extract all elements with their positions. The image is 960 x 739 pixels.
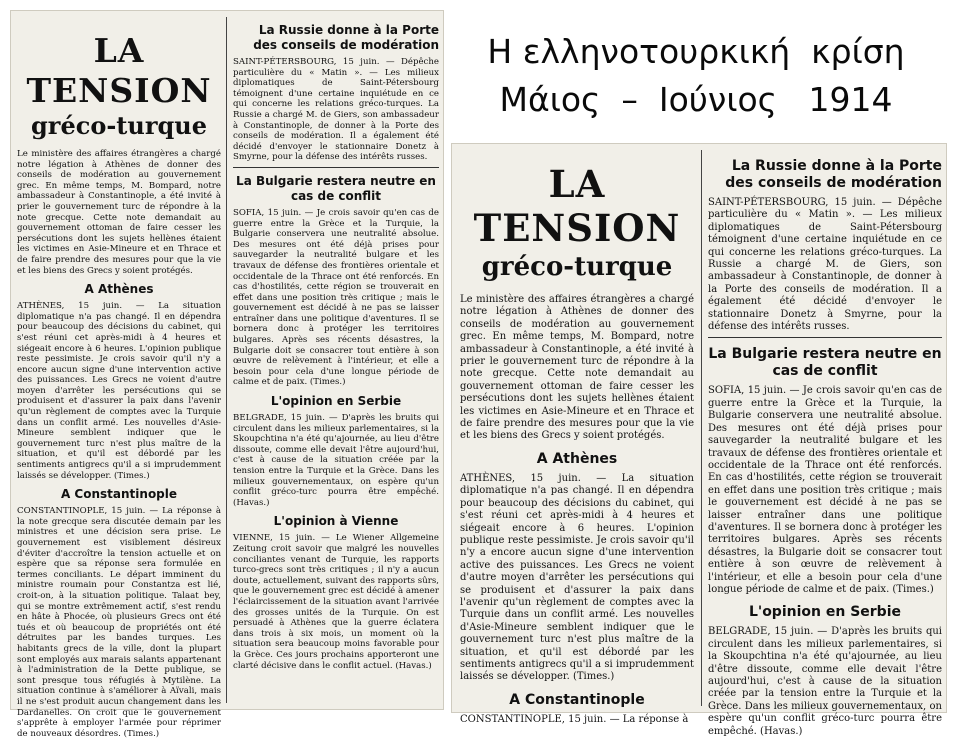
slide-title: [446, 28, 946, 124]
serbie-paragraph: BELGRADE, 15 juin. — D'après les bruits qui circulent dans les milieux parlementaires, si la Skoupchtina n'a été qu'ajournée, au lieu d'être dissoute, comme elle devait l'être aujourd'hui, c'est à cause de la situation créée par la tension entre la Turquie et la Grèce. Dans les milieux gouvernementaux, on espère qu'un conflit gréco-turc pourra être empêché. (Havas.): [233, 413, 439, 508]
intro-paragraph: Le ministère des affaires étrangères a chargé notre légation à Athènes de donner des conseils de modération au gouvernement grec. En même temps, M. Bompard, notre ambassadeur à Constantinople, a été invité à prier le gouvernement turc de répondre à la note grecque. Cette note demandait au gouvernement ottoman de faire cesser les persécutions dont les sujets hellènes étaient les victimes en Asie-Mineure et en Thrace et de faire prendre des mesures pour que la vie et les biens des Grecs y soient protégés.: [17, 149, 221, 276]
section-heading-serbie: L'opinion en Serbie: [270, 394, 402, 409]
slide-title-line-1: Η ελληνοτουρκική κρίση: [487, 32, 905, 71]
newspaper-clipping-full: [10, 10, 444, 739]
section-heading-athenes: A Athènes: [536, 450, 618, 467]
intro-paragraph: Le ministère des affaires étrangères a chargé notre légation à Athènes de donner des conseils de modération au gouvernement grec. En même temps, M. Bompard, notre ambassadeur à Constantinople, a été invité à prier le gouvernement turc de répondre à la note grecque. Cette note demandait au gouvernement ottoman de faire cesser les persécutions dont les sujets hellènes étaient les victimes en Asie-Mineure et en Thrace et de faire prendre des mesures pour que la vie et les biens des Grecs y soient protégés.: [460, 294, 694, 442]
section-heading-bulgarie: La Bulgarie restera neutre en cas de conflit: [708, 346, 942, 380]
section-heading-russie: La Russie donne à la Porte des conseils de modération: [725, 158, 942, 191]
section-heading-vienne: L'opinion à Vienne: [273, 514, 399, 529]
serbie-paragraph: BELGRADE, 15 juin. — D'après les bruits qui circulent dans les milieux parlementaires, si la Skoupchtina n'a été qu'ajournée, au lieu d'être dissoute, comme elle devait l'être aujourd'hui, c'est à cause de la situation créée par la tension entre la Turquie et la Grèce. Dans les milieux gouvernementaux, on espère qu'un conflit gréco-turc pourra être empêché. (Havas.): [708, 626, 942, 737]
section-heading-bulgarie: La Bulgarie restera neutre en cas de conflit: [236, 173, 436, 203]
section-heading-serbie: L'opinion en Serbie: [748, 604, 901, 621]
slide-title-line-2: Μάιος – Ιούνιος 1914: [499, 80, 893, 119]
vienne-paragraph: VIENNE, 15 juin. — Le Wiener Allgemeine Zeitung croit savoir que malgré les nouvelles conciliantes venant de Turquie, les rapports turco-grecs sont très critiques ; il n'y a aucun doute, actuellement, suivant des rapports sûrs, que le gouvernement grec est décidé à amener l'éclaircissement de la situation avant l'arrivée des grosses unités de la Turquie. On est persuadé à Athènes que la guerre éclatera dans trois à six mois, un moment où la situation sera beaucoup moins favorable pour la Grèce. Ces jours prochains apporteront une clarté décisive dans le conflit actuel. (Havas.): [233, 533, 439, 671]
section-heading-athenes: A Athènes: [84, 282, 154, 297]
headline: LA TENSION: [473, 162, 681, 250]
divider: [233, 167, 439, 168]
russie-paragraph: SAINT-PÉTERSBOURG, 15 juin. — Dépêche particulière du « Matin ». — Les milieux diplomatiques de Saint-Pétersbourg témoignent d'une certaine inquiétude en ce qui concerne les relations gréco-turques. La Russie a chargé M. de Giers, son ambassadeur à Constantinople, de donner à la Porte des conseils de modération. Il a également été décidé d'envoyer le stationnaire Donetz à Smyrne, pour la défense des intérêts russes.: [708, 197, 942, 333]
constantinople-paragraph: CONSTANTINOPLE, 15 juin. — La réponse à la note grecque sera discutée demain par les ministres et une décision sera prise. Le gouvernement est visiblement désireux d'éviter d'accroître la tension actuelle et on espère que sa réponse sera formulée en termes conciliants. Le départ imminent du ministre roumain pour Constantza est lié, croit-on, à la situation politique. Talaat bey, qui se montre extrêmement actif, s'est rendu en hâte à Phocée, où plusieurs Grecs ont été tués et où beaucoup de propriétés ont été détruites par les bandes turques. Les habitants grecs de la ville, dont la plupart sont employés aux marais salants appartenant à l'administration de la Dette publique, se sont presque tous réfugiés à Mytilène. La situation continue à s'améliorer à Aïvali, mais il ne s'est produit aucun changement dans les Dardanelles. On croit que le gouvernement s'apprête à employer l'armée pour réprimer de nouveaux désordres. (Times.): [17, 506, 221, 739]
subheadline: gréco-turque: [31, 111, 207, 140]
newspaper-clipping-enlarged: [451, 143, 947, 737]
clipping-left-column: [460, 150, 694, 725]
column-divider: [701, 150, 702, 706]
divider: [708, 337, 942, 338]
headline: LA TENSION: [26, 31, 212, 110]
clipping-right-column: [233, 17, 439, 705]
section-heading-constantinople: A Constantinople: [509, 691, 645, 708]
russie-paragraph: SAINT-PÉTERSBOURG, 15 juin. — Dépêche particulière du « Matin ». — Les milieux diplomatiques de Saint-Pétersbourg témoignent d'une certaine inquiétude en ce qui concerne les relations gréco-turques. La Russie a chargé M. de Giers, son ambassadeur à Constantinople, de donner à la Porte des conseils de modération. Il a également été décidé d'envoyer le stationnaire Donetz à Smyrne, pour la défense des intérêts russes.: [233, 57, 439, 163]
column-divider: [226, 17, 227, 703]
constantinople-paragraph: CONSTANTINOPLE, 15 juin. — La réponse à: [460, 713, 689, 725]
athenes-paragraph: ATHÈNES, 15 juin. — La situation diplomatique n'a pas changé. Il en dépendra pour beaucoup des décisions du cabinet, qui s'est réuni cet après-midi à 4 heures et siégeait encore à 6 heures. L'opinion publique reste pessimiste. Je crois savoir qu'il n'y a encore aucun signe d'une intervention active des puissances. Les Grecs ne voient d'autre moyen d'arrêter les persécutions qui se produisent et d'assurer la paix dans l'avenir qu'un règlement de comptes avec la Turquie dans un conflit armé. Les nouvelles d'Asie-Mineure semblent indiquer que le gouvernement turc n'est plus maître de la situation, et qu'il est débordé par les sentiments antigrecs qu'il a si imprudemment laissés se développer. (Times.): [460, 472, 694, 683]
bulgarie-paragraph: SOFIA, 15 juin. — Je crois savoir qu'en cas de guerre entre la Grèce et la Turquie, la Bulgarie conservera une neutralité absolue. Des mesures ont été déjà prises pour sauvegarder la neutralité bulgare et les travaux de défense des frontières orientale et occidentale de la Thrace ont été renforcés. En cas d'hostilités, cette région se trouverait en effet dans une position très critique ; mais le gouvernement est décidé à ne pas se laisser entraîner dans une politique d'aventures. Il se bornera donc à protéger les territoires bulgares. Après ses récents désastres, la Bulgarie doit se consacrer tout entière à son œuvre de relèvement à l'intérieur, et elle a besoin pour cela d'une longue période de calme et de paix. (Times.): [233, 207, 439, 388]
bulgarie-paragraph: SOFIA, 15 juin. — Je crois savoir qu'en cas de guerre entre la Grèce et la Turquie, la Bulgarie conservera une neutralité absolue. Des mesures ont été déjà prises pour sauvegarder la neutralité bulgare et les travaux de défense des frontières orientale et occidentale de la Thrace ont été renforcés. En cas d'hostilités, cette région se trouverait en effet dans une position très critique ; mais le gouvernement est décidé à ne pas se laisser entraîner dans une politique d'aventures. Il se bornera donc à protéger les territoires bulgares. Après ses récents désastres, la Bulgarie doit se consacrer tout entière à son œuvre de relèvement à l'intérieur, et elle a besoin pour cela d'une longue période de calme et de paix. (Times.): [708, 385, 942, 595]
subheadline: gréco-turque: [481, 252, 673, 282]
clipping-right-column: [708, 150, 942, 737]
athenes-paragraph: ATHÈNES, 15 juin. — La situation diplomatique n'a pas changé. Il en dépendra pour beaucoup des décisions du cabinet, qui s'est réuni cet après-midi à 4 heures et siégeait encore à 6 heures. L'opinion publique reste pessimiste. Je crois savoir qu'il n'y a encore aucun signe d'une intervention active des puissances. Les Grecs ne voient d'autre moyen d'arrêter les persécutions qui se produisent et d'assurer la paix dans l'avenir qu'un règlement de comptes avec la Turquie dans un conflit armé. Les nouvelles d'Asie-Mineure semblent indiquer que le gouvernement turc n'est plus maître de la situation, et qu'il est débordé par les sentiments antigrecs qu'il a si imprudemment laissés se développer. (Times.): [17, 301, 221, 481]
section-heading-constantinople: A Constantinople: [60, 487, 178, 502]
section-heading-russie: La Russie donne à la Porte des conseils de modération: [253, 23, 439, 52]
clipping-left-column: [17, 17, 221, 739]
